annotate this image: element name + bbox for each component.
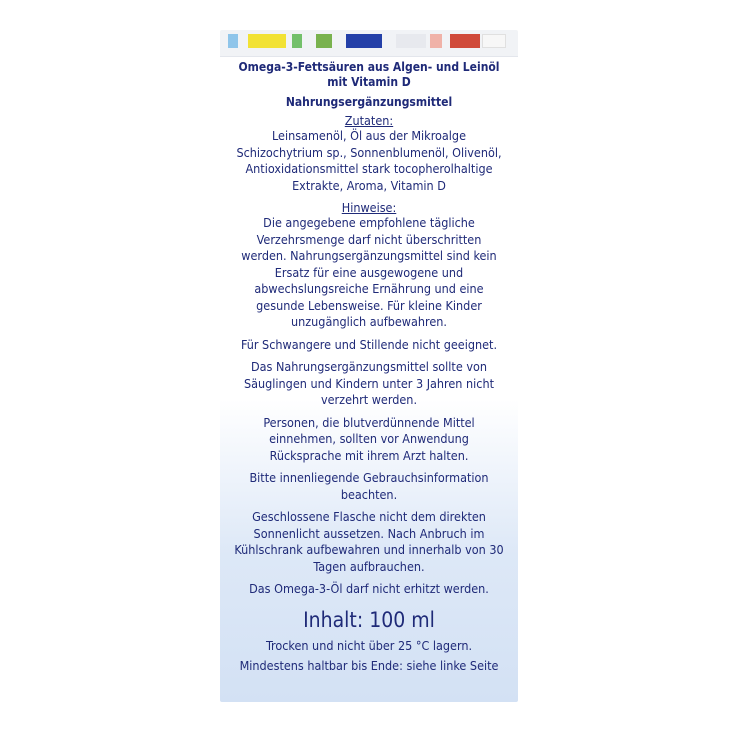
notes-heading: Hinweise: [341, 200, 397, 215]
package-text-content [220, 60, 518, 675]
note-paragraph: Das Nahrungsergänzungsmittel sollte von Säuglingen und Kindern unter 3 Jahren nicht verzehrt werden. [244, 359, 494, 407]
top-strip-print-block [430, 34, 442, 48]
best-before-note: Mindestens haltbar bis Ende: siehe linke Seite [239, 658, 499, 673]
package-top-strip [220, 30, 518, 57]
storage-instruction: Trocken und nicht über 25 °C lagern. [265, 637, 473, 653]
ingredients-heading: Zutaten: [344, 113, 394, 128]
ingredients-text: Leinsamenöl, Öl aus der Mikroalge Schizochytrium sp., Sonnenblumenöl, Olivenöl, Antioxidationsmittel stark tocopherolhaltige Extrakte, Aroma, Vitamin D [236, 128, 502, 193]
note-paragraph: Für Schwangere und Stillende nicht geeignet. [240, 336, 498, 352]
top-strip-print-block [482, 34, 506, 48]
top-strip-print-block [228, 34, 238, 48]
content-volume: Inhalt: 100 ml [303, 607, 435, 632]
top-strip-print-block [316, 34, 332, 48]
top-strip-print-block [248, 34, 286, 48]
package-side-panel [220, 30, 518, 702]
product-title: Omega-3-Fettsäuren aus Algen- und Leinöl mit Vitamin D [238, 60, 500, 89]
note-paragraph: Geschlossene Flasche nicht dem direkten Sonnenlicht aussetzen. Nach Anbruch im Kühlschrank aufbewahren und innerhalb von 30 Tagen aufbrauchen. [234, 509, 504, 574]
note-paragraph: Das Omega-3-Öl darf nicht erhitzt werden. [249, 581, 489, 596]
note-paragraph: Die angegebene empfohlene tägliche Verzehrsmenge darf nicht überschritten werden. Nahrungsergänzungsmittel sind kein Ersatz für eine ausgewogene und abwechslungsreiche Ernährung und eine gesunde Lebensweise. Für kleine Kinder unzugänglich aufbewahren. [241, 215, 497, 329]
note-paragraph: Personen, die blutverdünnende Mittel einnehmen, sollten vor Anwendung Rücksprache mit ihrem Arzt halten. [263, 414, 475, 463]
top-strip-print-block [450, 34, 480, 48]
product-subtitle: Nahrungsergänzungsmittel [285, 95, 453, 109]
top-strip-print-block [346, 34, 382, 48]
note-paragraph: Bitte innenliegende Gebrauchsinformation beachten. [249, 470, 489, 502]
top-strip-print-block [396, 34, 426, 48]
top-strip-print-block [292, 34, 302, 48]
